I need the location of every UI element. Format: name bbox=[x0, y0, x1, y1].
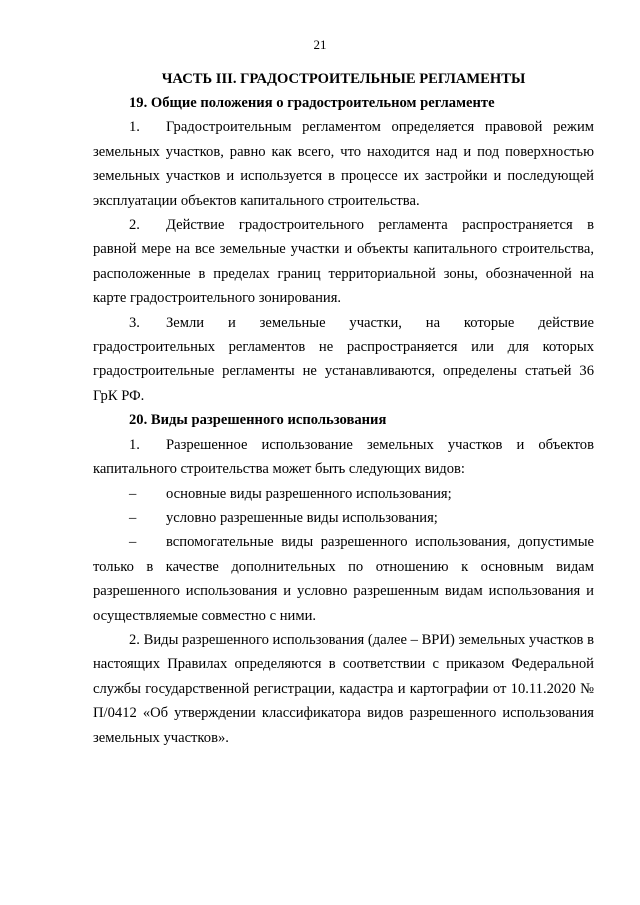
section-19-item-2 bbox=[93, 213, 594, 311]
page-number: 21 bbox=[313, 37, 327, 52]
section-19-item-1 bbox=[93, 115, 594, 213]
item-text: Действие градостроительного регламента распространяется в равной мере на все земельные участки и объекты капитального строительства, расположенные в пределах границ территориальной зоны, обозначенной на карте градостроительного зонирования. bbox=[93, 217, 594, 307]
dash-list-item bbox=[93, 482, 594, 506]
item-number: 1. bbox=[129, 436, 140, 453]
item-number: 2. bbox=[129, 217, 140, 234]
item-text: Земли и земельные участки, на которые действие градостроительных регламентов не распространяется или для которых градостроительные регламенты не устанавливаются, определены статьей 36 ГрК РФ. bbox=[93, 314, 594, 404]
page-content bbox=[93, 67, 594, 750]
part-title: ЧАСТЬ III. ГРАДОСТРОИТЕЛЬНЫЕ РЕГЛАМЕНТЫ bbox=[161, 71, 526, 87]
list-dash: – bbox=[129, 534, 137, 551]
dash-list-item bbox=[93, 506, 594, 530]
item-text: Градостроительным регламентом определяется правовой режим земельных участков, равно как всего, что находится над и под поверхностью земельных участков и используется в процессе их застройки и последующей эксплуатации объектов капитального строительства. bbox=[93, 119, 594, 209]
list-item-text: вспомогательные виды разрешенного использования, допустимые только в качестве дополнительных по отношению к основным видам разрешенного использования и условно разрешенным видам использования и осуществляемые совместно с ними. bbox=[93, 534, 594, 624]
list-item-text: основные виды разрешенного использования; bbox=[166, 485, 452, 502]
section-20-item-1 bbox=[93, 433, 594, 482]
list-dash: – bbox=[129, 509, 137, 526]
section-19-item-3 bbox=[93, 311, 594, 409]
list-dash: – bbox=[129, 485, 137, 502]
item-number: 1. bbox=[129, 119, 140, 136]
section-19-title: 19. Общие положения о градостроительном регламенте bbox=[129, 95, 495, 111]
section-20-item-2: 2. Виды разрешенного использования (далее – ВРИ) земельных участков в настоящих Правилах определяются в соответствии с приказом Федеральной службы государственной регистрации, кадастра и картографии от 10.11.2020 № П/0412 «Об утверждении классификатора видов разрешенного использования земельных участков». bbox=[93, 631, 594, 746]
dash-list-item bbox=[93, 530, 594, 628]
section-20-title: 20. Виды разрешенного использования bbox=[129, 412, 387, 429]
item-text: Разрешенное использование земельных участков и объектов капитального строительства может быть следующих видов: bbox=[93, 436, 594, 478]
item-number: 3. bbox=[129, 314, 140, 331]
list-item-text: условно разрешенные виды использования; bbox=[166, 509, 438, 526]
